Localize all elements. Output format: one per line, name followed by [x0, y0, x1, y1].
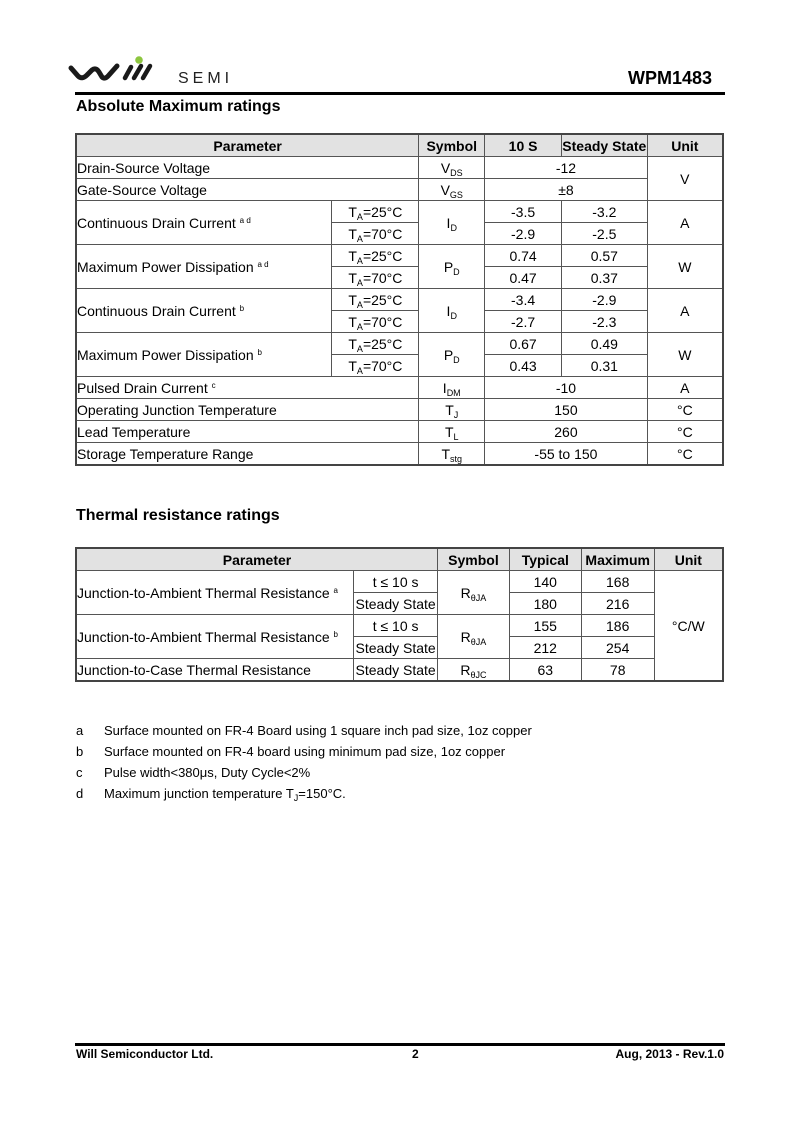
- symbol-cell: $T_J$: [419, 399, 485, 421]
- footnote-a: a Surface mounted on FR-4 Board using 1 square inch pad size, 1oz copper: [76, 723, 532, 738]
- col-symbol: Symbol: [438, 548, 510, 571]
- value-cell: 0.57: [561, 245, 647, 267]
- condition-cell: $T_A=25^\circ C$: [332, 245, 419, 267]
- table-row: [76, 377, 723, 399]
- brand-text: SEMI: [178, 70, 234, 87]
- condition-cell: Steady State: [354, 637, 438, 659]
- table-row: [76, 443, 723, 466]
- unit-cell: A: [647, 201, 723, 245]
- param-cell: Gate-Source Voltage: [76, 179, 419, 201]
- unit-cell: W: [647, 245, 723, 289]
- param-cell: Continuous Drain Current $^b$: [76, 289, 332, 333]
- value-cell: 168: [581, 571, 654, 593]
- condition-cell: t ≤ 10 s: [354, 615, 438, 637]
- footnote-b: b Surface mounted on FR-4 board using minimum pad size, 1oz copper: [76, 744, 506, 759]
- table-row: [76, 289, 723, 311]
- value-cell: -2.3: [561, 311, 647, 333]
- param-cell: Drain-Source Voltage: [76, 157, 419, 179]
- value-cell: 0.37: [561, 267, 647, 289]
- symbol-cell: $R_{\theta JA}$: [438, 615, 510, 659]
- abs-max-table: [75, 133, 724, 466]
- table-row: [76, 179, 723, 201]
- condition-cell: $T_A=25^\circ C$: [332, 289, 419, 311]
- value-cell: -2.5: [561, 223, 647, 245]
- footnote-c: c Pulse width<380μs, Duty Cycle<2%: [76, 765, 311, 780]
- revision-date: Aug, 2013 - Rev.1.0: [615, 1047, 724, 1061]
- param-cell: Pulsed Drain Current $^c$: [76, 377, 419, 399]
- value-cell: 186: [581, 615, 654, 637]
- value-cell: -2.9: [485, 223, 562, 245]
- abs-max-title: Absolute Maximum ratings: [76, 98, 281, 115]
- value-cell: -55 to 150: [485, 443, 648, 466]
- footer-divider: [75, 1043, 725, 1046]
- condition-cell: Steady State: [354, 593, 438, 615]
- value-cell: 254: [581, 637, 654, 659]
- table-row: [76, 421, 723, 443]
- col-parameter: Parameter: [76, 134, 419, 157]
- value-cell: ±8: [485, 179, 648, 201]
- value-cell: 0.74: [485, 245, 562, 267]
- table-row: [76, 571, 723, 593]
- table-row: [76, 399, 723, 421]
- symbol-cell: $I_{DM}$: [419, 377, 485, 399]
- header-divider: [75, 92, 725, 95]
- value-cell: 150: [485, 399, 648, 421]
- value-cell: 0.67: [485, 333, 562, 355]
- value-cell: 0.49: [561, 333, 647, 355]
- condition-cell: Steady State: [354, 659, 438, 682]
- will-logo-icon: [68, 56, 178, 88]
- col-maximum: Maximum: [581, 548, 654, 571]
- value-cell: 140: [509, 571, 581, 593]
- condition-cell: $T_A=70^\circ C$: [332, 355, 419, 377]
- value-cell: 78: [581, 659, 654, 682]
- value-cell: -3.4: [485, 289, 562, 311]
- page-number: 2: [412, 1047, 419, 1061]
- value-cell: -12: [485, 157, 648, 179]
- symbol-cell: $P_D$: [419, 333, 485, 377]
- symbol-cell: $T_{stg}$: [419, 443, 485, 466]
- table-row: [76, 659, 723, 682]
- footnotes: [76, 722, 532, 806]
- table-row: [76, 245, 723, 267]
- thermal-table: [75, 547, 724, 682]
- company-name: Will Semiconductor Ltd.: [76, 1047, 214, 1061]
- param-cell: Junction-to-Case Thermal Resistance: [76, 659, 354, 682]
- col-steady-state: Steady State: [561, 134, 647, 157]
- col-unit: Unit: [647, 134, 723, 157]
- col-parameter: Parameter: [76, 548, 438, 571]
- condition-cell: $T_A=70^\circ C$: [332, 223, 419, 245]
- value-cell: 180: [509, 593, 581, 615]
- param-cell: Maximum Power Dissipation $^{a d}$: [76, 245, 332, 289]
- condition-cell: $T_A=70^\circ C$: [332, 311, 419, 333]
- param-cell: Operating Junction Temperature: [76, 399, 419, 421]
- value-cell: 212: [509, 637, 581, 659]
- col-typical: Typical: [509, 548, 581, 571]
- table-row: [76, 157, 723, 179]
- symbol-cell: $V_{GS}$: [419, 179, 485, 201]
- param-cell: Continuous Drain Current $^{a d}$: [76, 201, 332, 245]
- table-row: [76, 201, 723, 223]
- table-header-row: [76, 548, 723, 571]
- value-cell: 216: [581, 593, 654, 615]
- value-cell: -3.2: [561, 201, 647, 223]
- param-cell: Junction-to-Ambient Thermal Resistance $^a$: [76, 571, 354, 615]
- value-cell: 63: [509, 659, 581, 682]
- symbol-cell: $R_{\theta JA}$: [438, 571, 510, 615]
- symbol-cell: $R_{\theta JC}$: [438, 659, 510, 682]
- param-cell: Junction-to-Ambient Thermal Resistance $^b$: [76, 615, 354, 659]
- value-cell: -2.9: [561, 289, 647, 311]
- col-symbol: Symbol: [419, 134, 485, 157]
- table-row: [76, 615, 723, 637]
- table-row: [76, 333, 723, 355]
- value-cell: 0.47: [485, 267, 562, 289]
- unit-cell: W: [647, 333, 723, 377]
- value-cell: -2.7: [485, 311, 562, 333]
- thermal-title: Thermal resistance ratings: [76, 507, 280, 524]
- col-10s: 10 S: [485, 134, 562, 157]
- symbol-cell: $V_{DS}$: [419, 157, 485, 179]
- value-cell: 260: [485, 421, 648, 443]
- param-cell: Maximum Power Dissipation $^b$: [76, 333, 332, 377]
- unit-cell: °C/W: [654, 571, 723, 682]
- unit-cell: °C: [647, 421, 723, 443]
- footnote-d: d Maximum junction temperature $T_J=150^\circ C$.: [76, 786, 346, 803]
- condition-cell: t ≤ 10 s: [354, 571, 438, 593]
- condition-cell: $T_A=70^\circ C$: [332, 267, 419, 289]
- col-unit: Unit: [654, 548, 723, 571]
- symbol-cell: $I_D$: [419, 201, 485, 245]
- unit-cell: V: [647, 157, 723, 201]
- condition-cell: $T_A=25^\circ C$: [332, 201, 419, 223]
- unit-cell: °C: [647, 443, 723, 466]
- value-cell: 0.43: [485, 355, 562, 377]
- unit-cell: °C: [647, 399, 723, 421]
- symbol-cell: $I_D$: [419, 289, 485, 333]
- value-cell: 0.31: [561, 355, 647, 377]
- page-header: [68, 56, 726, 94]
- unit-cell: A: [647, 289, 723, 333]
- value-cell: -3.5: [485, 201, 562, 223]
- unit-cell: A: [647, 377, 723, 399]
- symbol-cell: $T_L$: [419, 421, 485, 443]
- table-header-row: [76, 134, 723, 157]
- condition-cell: $T_A=25^\circ C$: [332, 333, 419, 355]
- value-cell: 155: [509, 615, 581, 637]
- value-cell: -10: [485, 377, 648, 399]
- part-number: WPM1483: [627, 68, 712, 88]
- param-cell: Storage Temperature Range: [76, 443, 419, 466]
- param-cell: Lead Temperature: [76, 421, 419, 443]
- symbol-cell: $P_D$: [419, 245, 485, 289]
